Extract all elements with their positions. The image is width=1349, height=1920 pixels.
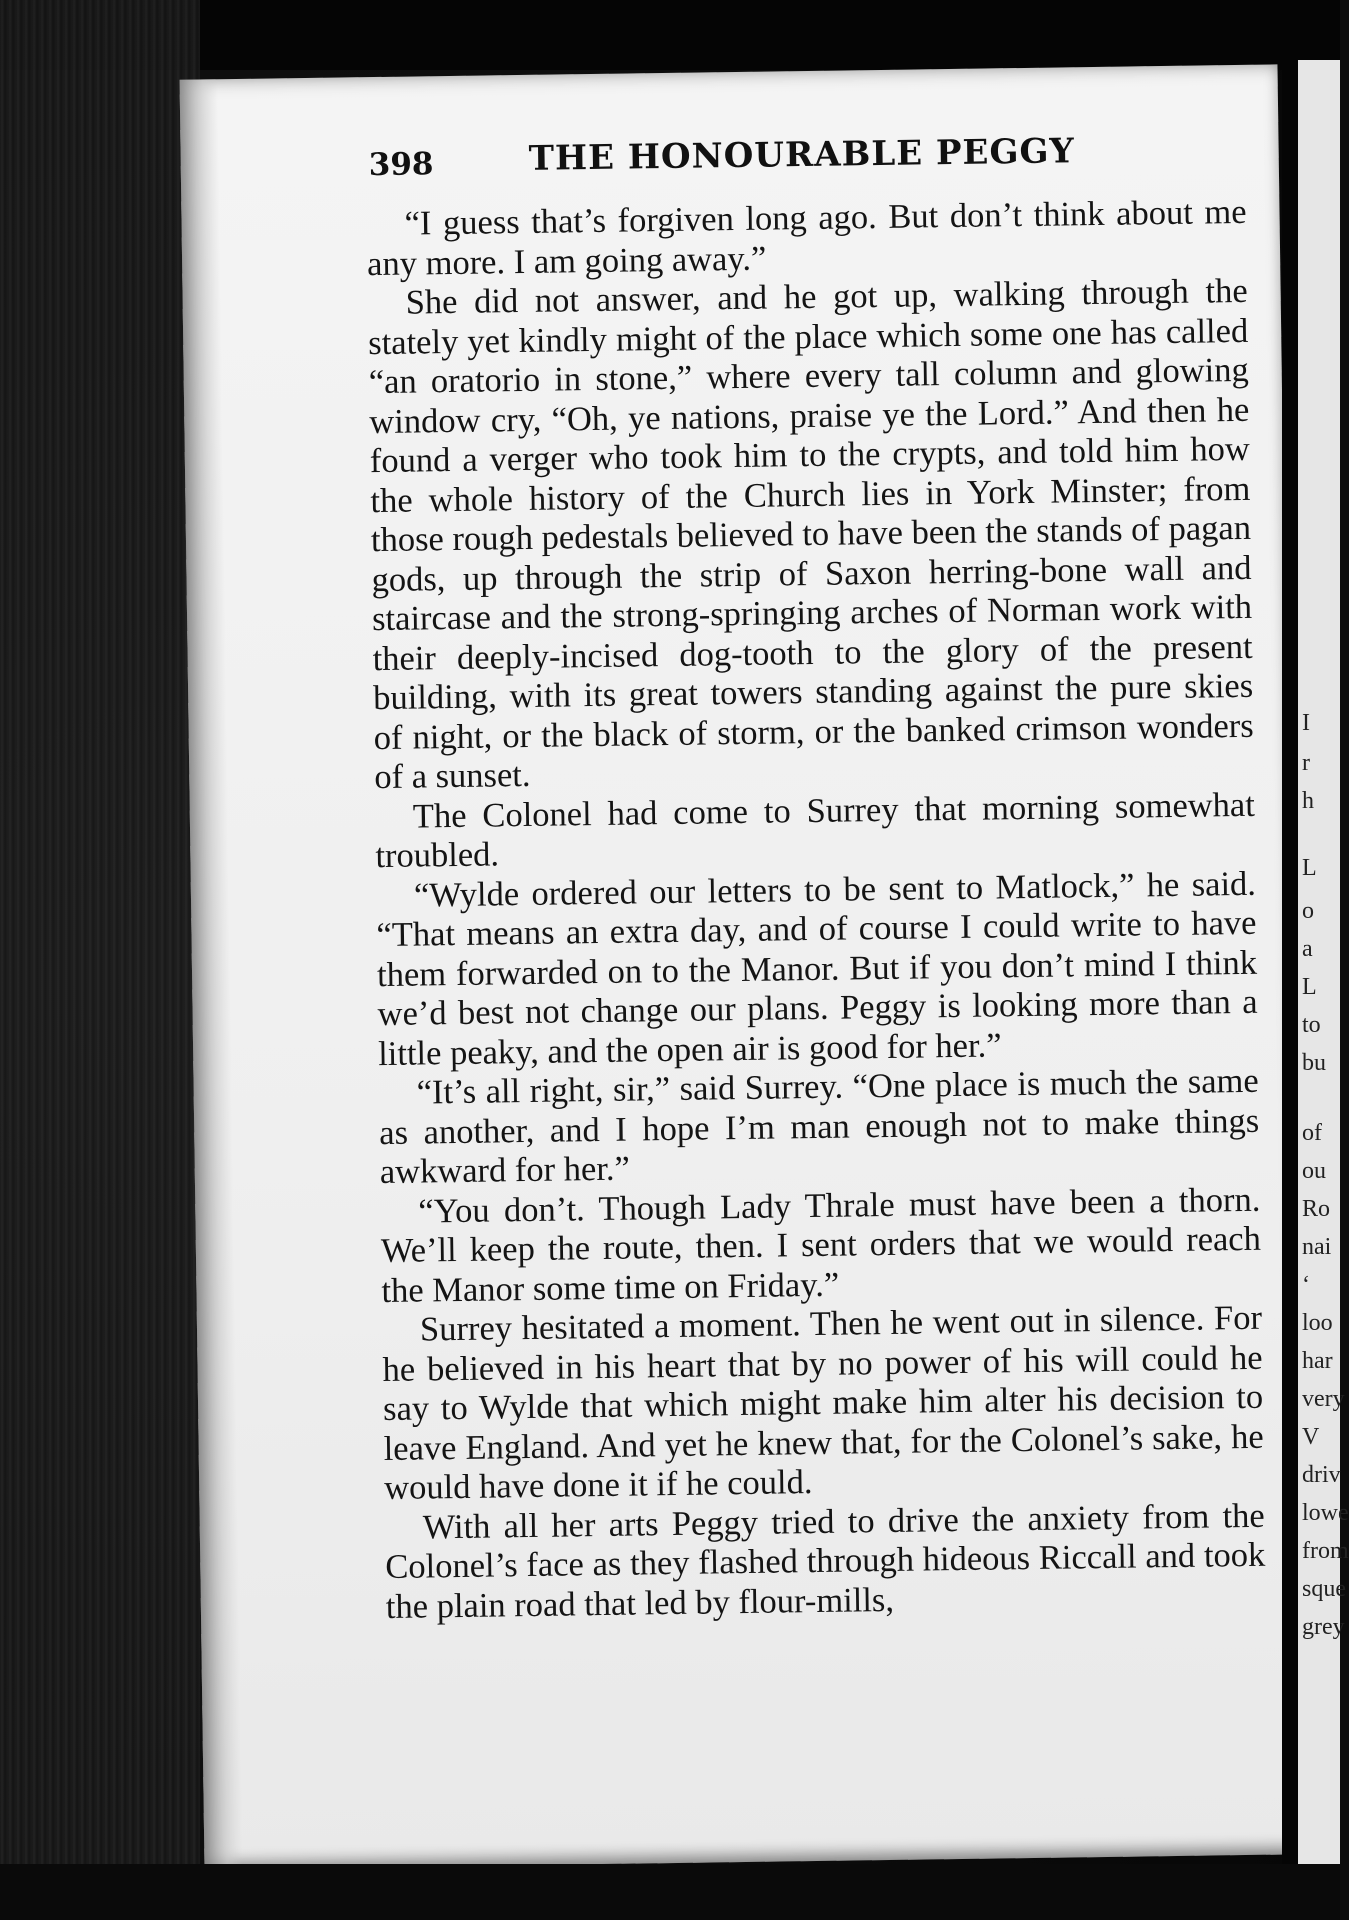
facing-page-fragment: of	[1302, 1120, 1322, 1146]
facing-page-fragment: ‘	[1302, 1272, 1310, 1298]
facing-page-fragment: V	[1302, 1424, 1320, 1450]
facing-page-fragment: driv	[1302, 1462, 1341, 1488]
facing-page-fragment: L	[1302, 974, 1317, 1000]
running-title: THE HONOURABLE PEGGY	[528, 131, 1076, 179]
paragraph: Surrey hesitated a moment. Then he went out in silence. For he believed in his heart that by no power of his will could he say to Wylde that which might make him alter his decision to leave England. And yet he knew that, for the Colonel’s sake, he would have done it if he could.	[382, 1298, 1264, 1508]
facing-page-fragment: Ro	[1302, 1196, 1331, 1222]
facing-page-fragment: L	[1302, 855, 1317, 881]
facing-page-fragment: lowe	[1302, 1500, 1349, 1526]
facing-page-fragment: sque	[1302, 1576, 1346, 1602]
body-text	[366, 193, 1266, 1627]
facing-page-fragment: har	[1302, 1348, 1333, 1374]
facing-page-fragment: ou	[1302, 1158, 1326, 1184]
facing-page-fragment: to	[1302, 1012, 1321, 1038]
page-number: 398	[368, 146, 434, 184]
paragraph: The Colonel had come to Surrey that morning somewhat troubled.	[375, 785, 1256, 876]
paragraph: “You don’t. Though Lady Thrale must have been a thorn. We’ll keep the route, then. I sent orders that we would reach the Manor some time on Friday.”	[380, 1180, 1262, 1310]
scan-top-margin	[0, 0, 1340, 70]
paragraph: “I guess that’s forgiven long ago. But don’t think about me any more. I am going away.”	[366, 192, 1247, 283]
facing-page-fragment: o	[1302, 898, 1314, 924]
book-spine-shadow	[0, 0, 200, 1920]
facing-page-fragment: bu	[1302, 1050, 1326, 1076]
paragraph: With all her arts Peggy tried to drive the anxiety from the Colonel’s face as they flashed through hideous Riccall and took the plain road that led by flour-mills,	[385, 1496, 1266, 1626]
paragraph: “Wylde ordered our letters to be sent to Matlock,” he said. “That means an extra day, and of course I could write to have them forwarded on to the Manor. But if you don’t mind I think we’d best not change our plans. Peggy is looking more than a little peaky, and the open air is good for her.”	[376, 864, 1258, 1073]
facing-page-fragment: loo	[1302, 1310, 1333, 1336]
facing-page-edge	[1298, 60, 1349, 1920]
facing-page-fragment: a	[1302, 936, 1313, 962]
paragraph: She did not answer, and he got up, walking through the stately yet kindly might of the place which some one has called “an oratorio in stone,” where every tall column and glowing window cry, “Oh, ye nations, praise ye the Lord.” And then he found a verger who took him to the crypts, and told him how the whole history of the Church lies in York Minster; from those rough pedestals believed to have been the stands of pagan gods, up through the strip of Saxon herring-bone wall and staircase and the strong-springing arches of Norman work with their deeply-incised dog-tooth to the glory of the present building, with its great towers standing against the pure skies of night, or the black of storm, or the banked crimson wonders of a sunset.	[367, 271, 1254, 797]
paragraph: “It’s all right, sir,” said Surrey. “One place is much the same as another, and I hope I’m man enough not to make things awkward for her.”	[379, 1061, 1260, 1192]
facing-page-fragment: nai	[1302, 1234, 1332, 1260]
book-page	[180, 64, 1303, 1869]
facing-page-fragment: I	[1302, 710, 1310, 736]
facing-page-fragment: h	[1302, 788, 1314, 814]
facing-page-fragment: r	[1302, 750, 1310, 776]
scan-bottom-margin	[0, 1864, 1340, 1920]
facing-page-fragment: grey	[1302, 1614, 1345, 1640]
facing-page-fragment: very	[1302, 1386, 1345, 1412]
facing-page-fragment: from	[1302, 1538, 1349, 1564]
